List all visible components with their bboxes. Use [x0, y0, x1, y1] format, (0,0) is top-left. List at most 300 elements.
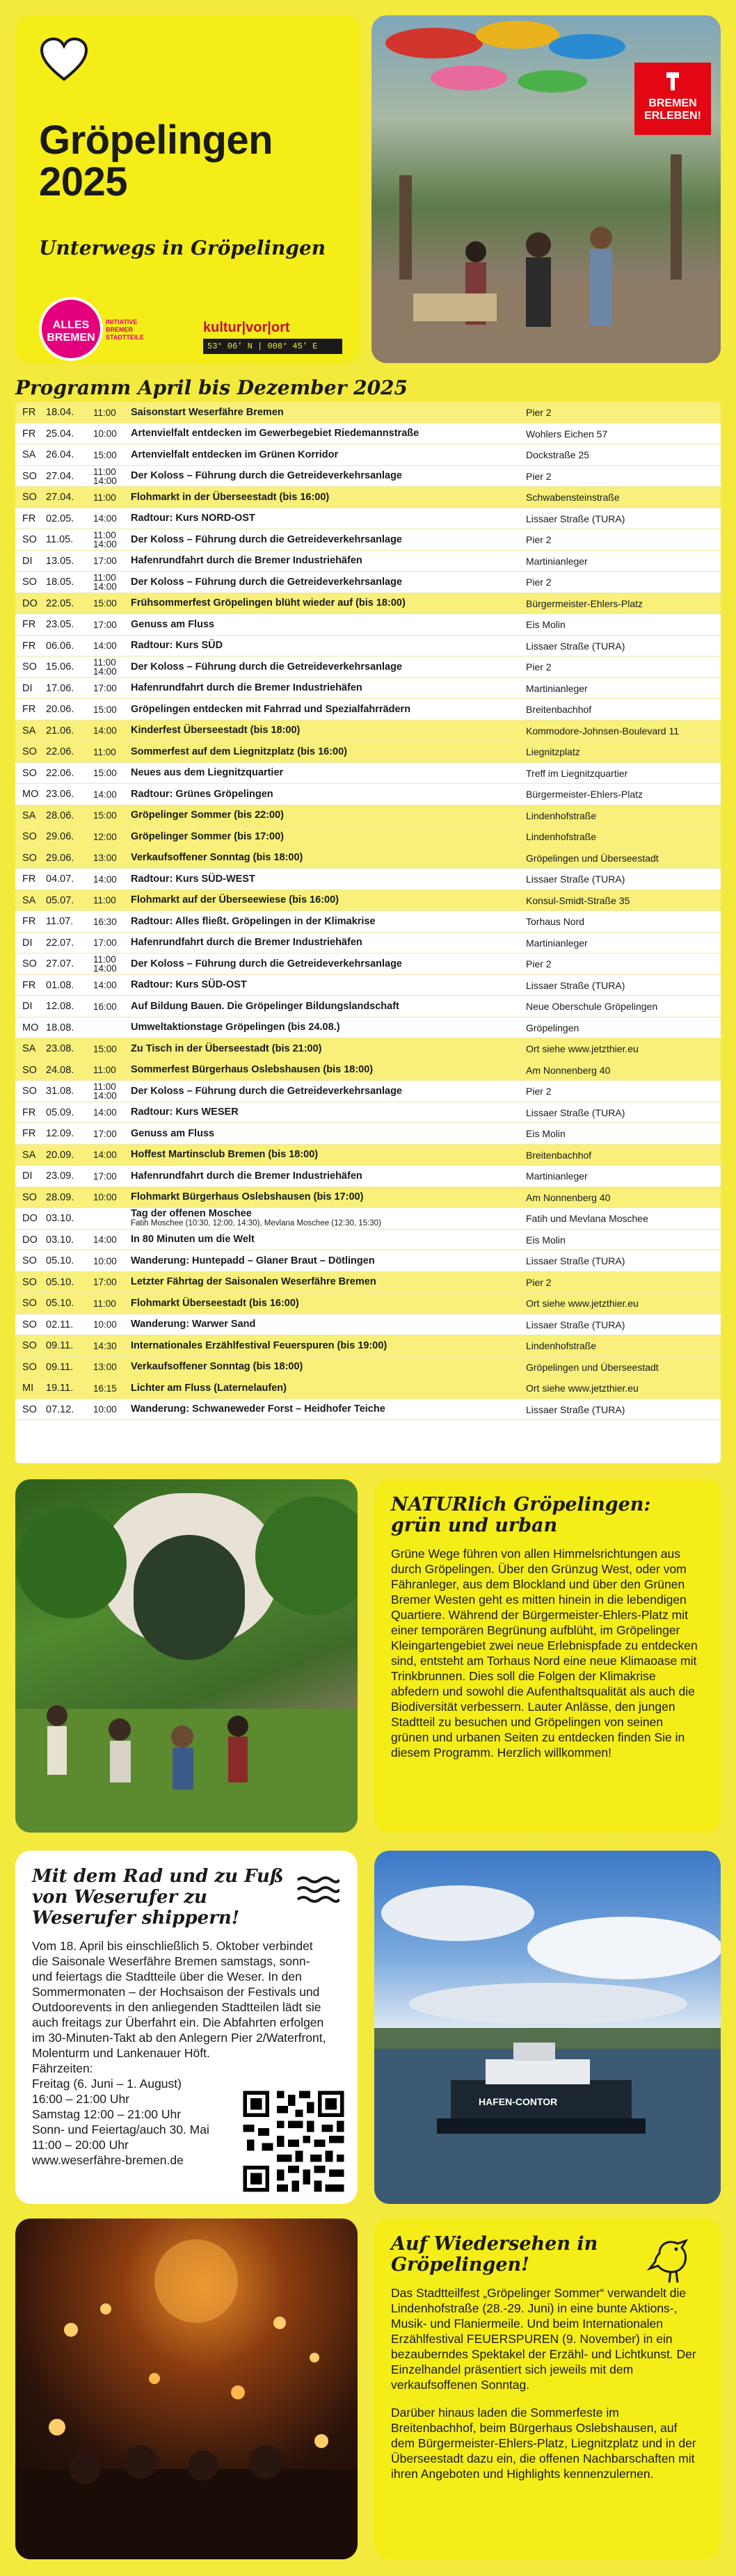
row-time: 16:00 — [93, 1001, 117, 1012]
natur-heading-line-2: grün und urban — [391, 1515, 558, 1536]
row-title: Der Koloss – Führung durch die Getreideverkehrsanlage — [131, 958, 402, 969]
programm-row — [15, 911, 721, 933]
row-day: SA — [22, 810, 36, 821]
programm-row — [15, 890, 721, 912]
row-place: Eis Molin — [526, 619, 566, 631]
row-place: Martinianleger — [526, 555, 588, 567]
row-time-part: 11:00 — [93, 466, 116, 477]
fest-heading: Auf Wiedersehen in Gröpelingen! — [391, 2233, 598, 2276]
programm-row — [15, 1208, 721, 1230]
row-time-part: 14:00 — [93, 581, 117, 593]
row-time: 11:00 — [93, 746, 116, 757]
row-title: Radtour: Kurs NORD-OST — [131, 513, 255, 524]
row-title: Hafenrundfahrt durch die Bremer Industriehäfen — [131, 682, 362, 694]
programm-heading: Programm April bis Dezember 2025 — [15, 376, 408, 399]
row-time — [93, 658, 131, 676]
row-date: 02.11. — [46, 1319, 74, 1330]
row-place: Martinianleger — [526, 1170, 588, 1182]
programm-row — [15, 1314, 721, 1336]
row-date: 24.08. — [46, 1064, 74, 1076]
row-place: Lissaer Straße (TURA) — [526, 1106, 625, 1118]
row-title-main: Tag der offenen Moschee — [131, 1208, 252, 1220]
row-place: Pier 2 — [526, 661, 552, 673]
row-time: 17:00 — [93, 1277, 117, 1288]
row-date: 29.06. — [46, 831, 74, 843]
programm-row — [15, 466, 721, 488]
row-title: Radtour: Kurs SÜD — [131, 640, 223, 652]
row-day: SO — [22, 1319, 37, 1330]
row-title: Zu Tisch in der Überseestadt (bis 21:00) — [131, 1043, 322, 1054]
row-title: Verkaufsoffener Sonntag (bis 18:00) — [131, 1361, 303, 1373]
row-title: Wanderung: Schwaneweder Forst – Heidhofer Teiche — [131, 1403, 385, 1415]
row-place: Lindenhofstraße — [526, 831, 597, 843]
row-time: 10:00 — [93, 1255, 117, 1266]
row-day: SA — [22, 725, 36, 736]
row-place: Ort siehe www.jetzthier.eu — [526, 1383, 639, 1394]
row-time: 15:00 — [93, 704, 117, 715]
row-time-part: 14:00 — [93, 539, 117, 550]
row-title: Der Koloss – Führung durch die Getreideverkehrsanlage — [131, 576, 402, 588]
programm-row — [15, 763, 721, 784]
row-day: SO — [22, 661, 37, 673]
row-time: 15:00 — [93, 598, 117, 609]
row-day: SO — [22, 1064, 37, 1076]
row-time — [93, 531, 131, 549]
row-place: Kommodore-Johnsen-Boulevard 11 — [526, 725, 679, 736]
row-day: SA — [22, 894, 36, 906]
programm-row — [15, 721, 721, 742]
festival-photo — [15, 2219, 358, 2559]
row-day: DI — [22, 682, 33, 694]
row-day: SO — [22, 767, 37, 779]
row-date: 23.06. — [46, 789, 74, 800]
natur-text: Grüne Wege führen von allen Himmelsrichtungen aus durch Gröpelingen. Über den Grünzug West, oder vom Fähranleger, aus dem Blockland und über den Grünen Bremer Westen geht es mitten hinein in die lebendigen Quartiere. Während der Bürgermeister-Ehlers-Platz mit einer temporären Begrünung aufblüht, im Gröpelinger Kleingartengebiet zwei neue Erlebnispfade zu entdecken sind, entsteht am Torhaus Nord eine neue Klimaoase mit Trinkbrunnen. Dies soll die Folgen der Klimakrise abfedern und sowohl die Aufenthaltsqualität als auch die Biodiversität verbessern. Lauter Anlässe, den jungen Stadtteil zu besuchen und Gröpelingen von seinen grünen und urbanen Seiten zu entdecken finden Sie in diesem Programm. Herzlich willkommen! — [391, 1547, 698, 1760]
row-time: 14:00 — [93, 513, 117, 524]
row-date: 19.11. — [46, 1383, 74, 1394]
row-place: Liegnitzplatz — [526, 746, 580, 758]
alles-bremen-logo: ALLES BREMEN — [39, 297, 103, 361]
alles-bremen-tagline: INITIATIVE BREMER STADTTEILE — [106, 319, 144, 341]
row-day: SO — [22, 746, 37, 758]
row-title: Radtour: Kurs WESER — [131, 1106, 239, 1118]
programm-row — [15, 1081, 721, 1102]
row-time: 10:00 — [93, 1404, 117, 1415]
programm-row — [15, 699, 721, 721]
row-date: 31.08. — [46, 1086, 74, 1097]
row-title: Flohmarkt Bürgerhaus Oslebshausen (bis 17:00) — [131, 1191, 364, 1203]
row-day: SO — [22, 1276, 37, 1288]
row-date: 20.09. — [46, 1149, 74, 1161]
row-time — [93, 1082, 131, 1100]
ferry-times-line: 16:00 – 21:00 Uhr — [32, 2092, 130, 2106]
row-place: Lissaer Straße (TURA) — [526, 640, 625, 652]
row-time: 11:00 — [93, 1065, 116, 1076]
row-time: 14:00 — [93, 874, 117, 885]
ferry-panel — [15, 1851, 358, 2204]
programm-row — [15, 1250, 721, 1272]
row-title: Frühsommerfest Gröpelingen blüht wieder auf (bis 18:00) — [131, 597, 406, 609]
programm-row — [15, 1230, 721, 1251]
row-day: SO — [22, 958, 37, 970]
programm-row — [15, 1378, 721, 1399]
row-day: SO — [22, 1403, 37, 1415]
programm-row — [15, 529, 721, 551]
row-place: Lissaer Straße (TURA) — [526, 1319, 625, 1330]
row-title: Sommerfest auf dem Liegnitzplatz (bis 16:00) — [131, 746, 348, 757]
row-time: 17:00 — [93, 1170, 117, 1182]
row-day: SO — [22, 470, 37, 482]
row-place: Schwabensteinstraße — [526, 492, 620, 504]
row-time-part: 11:00 — [93, 572, 116, 583]
row-day: SA — [22, 1149, 36, 1161]
row-time-part: 14:00 — [93, 475, 117, 486]
row-day: DI — [22, 1170, 33, 1182]
row-title: Genuss am Fluss — [131, 618, 215, 630]
programm-row — [15, 1357, 721, 1378]
festival-photo-illustration — [15, 2219, 358, 2559]
row-place: Bürgermeister-Ehlers-Platz — [526, 789, 643, 800]
waves-icon — [296, 1874, 339, 1905]
row-place: Fatih und Mevlana Moschee — [526, 1213, 648, 1225]
row-date: 28.06. — [46, 810, 74, 821]
row-date: 28.09. — [46, 1191, 74, 1203]
row-time-part: 11:00 — [93, 954, 116, 965]
programm-row — [15, 975, 721, 997]
row-time: 10:00 — [93, 1192, 117, 1203]
row-time: 16:15 — [93, 1383, 117, 1394]
row-date: 15.06. — [46, 661, 74, 673]
programm-row — [15, 1399, 721, 1421]
row-time: 11:00 — [93, 1298, 116, 1309]
row-time-part: 14:00 — [93, 1090, 117, 1102]
row-place: Torhaus Nord — [526, 916, 585, 928]
programm-row — [15, 848, 721, 869]
row-time-part: 14:00 — [93, 666, 117, 677]
row-date: 17.06. — [46, 682, 74, 694]
row-time — [93, 573, 131, 591]
row-day: SO — [22, 1340, 37, 1352]
ferry-times — [32, 2061, 241, 2168]
row-place: Konsul-Smidt-Straße 35 — [526, 894, 630, 906]
row-place: Ort siehe www.jetzthier.eu — [526, 1298, 639, 1310]
row-date: 05.09. — [46, 1106, 74, 1118]
programm-row — [15, 572, 721, 593]
natur-heading-line-1: NATURlich Gröpelingen: — [391, 1494, 651, 1515]
row-date: 27.04. — [46, 470, 74, 482]
row-title: Internationales Erzählfestival Feuerspuren (bis 19:00) — [131, 1339, 387, 1351]
natur-heading — [391, 1495, 704, 1536]
row-title: Kinderfest Überseestadt (bis 18:00) — [131, 725, 301, 736]
row-time: 13:00 — [93, 853, 117, 864]
row-place: Am Nonnenberg 40 — [526, 1191, 611, 1203]
row-time-part: 11:00 — [93, 1081, 116, 1093]
row-place: Gröpelingen und Überseestadt — [526, 852, 659, 864]
row-date: 11.05. — [46, 534, 74, 546]
boat-name-text: HAFEN-CONTOR — [479, 2096, 558, 2107]
row-time: 15:00 — [93, 1043, 117, 1054]
programm-row — [15, 805, 721, 827]
garden-photo — [15, 1479, 358, 1833]
bremen-erleben-badge — [634, 63, 711, 135]
kulturvorort-coords: 53° 06' N | 008° 45' E — [203, 339, 342, 354]
header-panel — [15, 15, 360, 363]
row-title: Genuss am Fluss — [131, 1127, 215, 1139]
ferry-url-link[interactable]: www.weserfähre-bremen.de — [32, 2153, 184, 2167]
row-place: Pier 2 — [526, 470, 552, 482]
row-day: DO — [22, 597, 38, 609]
row-day: SO — [22, 831, 37, 843]
row-place: Lindenhofstraße — [526, 1340, 597, 1352]
row-day: FR — [22, 874, 36, 885]
programm-row — [15, 1038, 721, 1060]
row-place: Gröpelingen — [526, 1022, 579, 1033]
row-title: Hafenrundfahrt durch die Bremer Industriehäfen — [131, 1170, 362, 1182]
row-date: 29.06. — [46, 852, 74, 864]
row-date: 18.04. — [46, 407, 74, 419]
row-title: Hafenrundfahrt durch die Bremer Industriehäfen — [131, 555, 362, 567]
programm-row — [15, 551, 721, 572]
row-title: Umweltaktionstage Gröpelingen (bis 24.08.) — [131, 1022, 340, 1033]
row-date: 22.06. — [46, 746, 74, 758]
programm-row — [15, 487, 721, 508]
programm-row — [15, 657, 721, 678]
row-day: FR — [22, 513, 36, 524]
bremen-badge-line-1: BREMEN — [648, 97, 697, 109]
row-day: SO — [22, 492, 37, 504]
row-time: 11:00 — [93, 407, 116, 418]
page-title — [39, 120, 273, 203]
row-day: SO — [22, 1191, 37, 1203]
row-place: Wohlers Eichen 57 — [526, 428, 608, 440]
row-time: 11:00 — [93, 492, 116, 503]
row-title: Radtour: Kurs SÜD-OST — [131, 979, 247, 991]
row-place: Lissaer Straße (TURA) — [526, 1403, 625, 1415]
row-day: DO — [22, 1213, 38, 1225]
row-day: DO — [22, 1234, 38, 1246]
programm-row — [15, 424, 721, 445]
row-title: Verkaufsoffener Sonntag (bis 18:00) — [131, 852, 303, 864]
programm-table — [15, 402, 721, 1463]
row-place: Pier 2 — [526, 958, 552, 970]
row-place: Am Nonnenberg 40 — [526, 1064, 611, 1076]
row-day: MO — [22, 1022, 39, 1033]
row-day: SO — [22, 534, 37, 546]
row-date: 27.04. — [46, 492, 74, 504]
bremen-badge-line-2: ERLEBEN! — [644, 110, 701, 122]
row-date: 26.04. — [46, 449, 74, 461]
row-time: 12:00 — [93, 831, 117, 842]
row-time: 14:00 — [93, 789, 117, 800]
row-date: 18.08. — [46, 1022, 74, 1033]
programm-row — [15, 444, 721, 466]
row-place: Pier 2 — [526, 1086, 552, 1097]
qr-code-icon[interactable] — [239, 2087, 348, 2196]
row-title: Gröpelingen entdecken mit Fahrrad und Spezialfahrrädern — [131, 703, 411, 715]
row-place: Ort siehe www.jetzthier.eu — [526, 1043, 639, 1055]
row-date: 05.10. — [46, 1255, 74, 1267]
row-date: 22.06. — [46, 767, 74, 779]
programm-row — [15, 614, 721, 636]
row-time: 15:00 — [93, 449, 117, 460]
row-place: Treff im Liegnitzquartier — [526, 767, 628, 779]
natur-panel — [374, 1479, 721, 1833]
bird-icon — [646, 2232, 704, 2287]
row-day: FR — [22, 428, 36, 440]
row-place: Lissaer Straße (TURA) — [526, 979, 625, 991]
row-title: Der Koloss – Führung durch die Getreideverkehrsanlage — [131, 470, 402, 482]
header — [15, 15, 721, 363]
page-subtitle: Unterwegs in Gröpelingen — [39, 236, 326, 259]
row-day: DI — [22, 937, 33, 949]
programm-row — [15, 1293, 721, 1314]
row-date: 23.08. — [46, 1043, 74, 1055]
programm-row — [15, 1272, 721, 1294]
row-title: Flohmarkt in der Überseestadt (bis 16:00) — [131, 491, 330, 503]
row-date: 27.07. — [46, 958, 74, 970]
row-place: Eis Molin — [526, 1234, 566, 1246]
row-day: FR — [22, 407, 36, 419]
programm-row — [15, 953, 721, 975]
row-time: 17:00 — [93, 619, 117, 630]
row-title: Flohmarkt Überseestadt (bis 16:00) — [131, 1297, 299, 1309]
row-date: 21.06. — [46, 725, 74, 736]
row-day: DI — [22, 1001, 33, 1013]
row-place: Eis Molin — [526, 1128, 566, 1140]
row-place: Pier 2 — [526, 534, 552, 546]
fest-paragraph-2: Darüber hinaus laden die Sommerfeste im Breitenbachhof, beim Bürgerhaus Oslebshausen, auf dem Bürgermeister-Ehlers-Platz, Liegnitzplatz und in der Überseestadt dazu ein, die offenen Nachbarschaften mit ihren Angeboten und Highlights kennenzulernen. — [391, 2406, 696, 2481]
row-day: MI — [22, 1383, 34, 1394]
fest-paragraph-1: Das Stadtteilfest „Gröpelinger Sommer“ verwandelt die Lindenhofstraße (28.-29. Juni) in eine bunte Aktions-, Musik- und Flaniermeile. Und beim Internationalen Erzählfestival FEUERSPUREN (9. November) in ein bezauberndes Spektakel der Erzähl- und Lichtkunst. Der Einzelhandel präsentiert sich jeweils mit dem verkaufsoffenen Sonntag. — [391, 2286, 696, 2392]
row-time: 16:30 — [93, 916, 117, 927]
row-place: Pier 2 — [526, 577, 552, 588]
fest-panel — [374, 2219, 721, 2559]
row-date: 03.10. — [46, 1234, 74, 1246]
row-title: Gröpelinger Sommer (bis 17:00) — [131, 830, 284, 842]
row-day: FR — [22, 1128, 36, 1140]
bremen-key-icon — [662, 70, 683, 93]
row-time: 17:00 — [93, 937, 117, 949]
row-date: 23.09. — [46, 1170, 74, 1182]
row-day: FR — [22, 1106, 36, 1118]
row-date: 02.05. — [46, 513, 74, 524]
row-time: 15:00 — [93, 810, 117, 821]
programm-row — [15, 1123, 721, 1145]
row-place: Neue Oberschule Gröpelingen — [526, 1001, 658, 1013]
row-title: Hoffest Martinsclub Bremen (bis 18:00) — [131, 1149, 319, 1161]
row-date: 23.05. — [46, 619, 74, 631]
heart-icon — [39, 36, 89, 82]
row-date: 22.05. — [46, 597, 74, 609]
row-date: 09.11. — [46, 1340, 74, 1352]
row-place: Dockstraße 25 — [526, 449, 590, 461]
row-time-part: 14:00 — [93, 963, 117, 974]
row-time: 14:00 — [93, 1234, 117, 1246]
programm-row — [15, 1166, 721, 1187]
row-day: SO — [22, 1361, 37, 1373]
row-time: 14:00 — [93, 725, 117, 736]
row-title: Der Koloss – Führung durch die Getreideverkehrsanlage — [131, 533, 402, 545]
row-date: 05.07. — [46, 894, 74, 906]
programm-row — [15, 1335, 721, 1357]
row-time: 17:00 — [93, 1128, 117, 1139]
row-time: 17:00 — [93, 556, 117, 567]
row-place: Lissaer Straße (TURA) — [526, 513, 625, 524]
ferry-photo-illustration — [374, 1851, 721, 2204]
row-date: 06.06. — [46, 640, 74, 652]
row-place: Lissaer Straße (TURA) — [526, 874, 625, 885]
row-title-sub: Fatih Moschee (10:30, 12:00, 14:30), Mevlana Moschee (12:30, 15:30) — [131, 1219, 381, 1228]
row-place: Pier 2 — [526, 407, 552, 419]
row-place: Lissaer Straße (TURA) — [526, 1255, 625, 1267]
row-date: 12.09. — [46, 1128, 74, 1140]
row-title: Letzter Fährtag der Saisonalen Weserfähre Bremen — [131, 1276, 376, 1288]
row-time: 14:00 — [93, 980, 117, 991]
row-title: Wanderung: Warwer Sand — [131, 1319, 256, 1330]
garden-photo-illustration — [15, 1479, 358, 1833]
row-title: Radtour: Grünes Gröpelingen — [131, 788, 273, 800]
row-date: 20.06. — [46, 704, 74, 716]
row-day: SA — [22, 1043, 36, 1055]
programm-row — [15, 784, 721, 805]
row-time: 14:00 — [93, 641, 117, 652]
row-day: MO — [22, 789, 39, 800]
programm-row — [15, 402, 721, 424]
row-title: Der Koloss – Führung durch die Getreideverkehrsanlage — [131, 1085, 402, 1097]
programm-row — [15, 1102, 721, 1124]
row-title: Radtour: Kurs SÜD-WEST — [131, 873, 255, 885]
row-day: SO — [22, 852, 37, 864]
row-date: 07.12. — [46, 1403, 74, 1415]
row-date: 13.05. — [46, 555, 74, 567]
programm-row — [15, 741, 721, 763]
row-date: 04.07. — [46, 874, 74, 885]
programm-row — [15, 508, 721, 530]
row-day: SA — [22, 449, 36, 461]
programm-row — [15, 678, 721, 700]
programm-row — [15, 1187, 721, 1209]
ferry-times-line: Samstag 12:00 – 21:00 Uhr — [32, 2107, 182, 2121]
row-time — [93, 955, 131, 973]
row-date: 11.07. — [46, 916, 74, 928]
row-title: Radtour: Alles fließt. Gröpelingen in der Klimakrise — [131, 915, 376, 927]
row-place: Lindenhofstraße — [526, 810, 597, 821]
row-title: Auf Bildung Bauen. Die Gröpelinger Bildungslandschaft — [131, 1000, 399, 1012]
row-place: Gröpelingen und Überseestadt — [526, 1361, 659, 1373]
row-place: Bürgermeister-Ehlers-Platz — [526, 597, 643, 609]
row-day: FR — [22, 640, 36, 652]
row-date: 09.11. — [46, 1361, 74, 1373]
row-day: FR — [22, 619, 36, 631]
programm-row — [15, 636, 721, 657]
row-day: SO — [22, 1255, 37, 1267]
row-date: 03.10. — [46, 1213, 74, 1225]
row-title: Sommerfest Bürgerhaus Oslebshausen (bis 18:00) — [131, 1064, 374, 1076]
ferry-times-label: Fährzeiten: — [32, 2061, 93, 2075]
programm-row — [15, 593, 721, 615]
row-day: FR — [22, 704, 36, 716]
row-date: 05.10. — [46, 1276, 74, 1288]
ferry-heading: Mit dem Rad und zu Fuß von Weserufer zu Weserufer shippern! — [32, 1866, 284, 1929]
row-title: Wanderung: Huntepadd – Glaner Braut – Dötlingen — [131, 1255, 375, 1266]
row-title: Saisonstart Weserfähre Bremen — [131, 406, 284, 418]
market-photo — [371, 15, 721, 363]
row-title: Artenvielfalt entdecken im Gewerbegebiet Riedemannstraße — [131, 428, 419, 440]
kulturvorort-logo: kultur|vor|ort — [203, 320, 290, 335]
row-time: 10:00 — [93, 428, 117, 440]
row-day: SO — [22, 1298, 37, 1310]
row-title: Gröpelinger Sommer (bis 22:00) — [131, 810, 284, 821]
title-line-2: 2025 — [39, 159, 128, 204]
